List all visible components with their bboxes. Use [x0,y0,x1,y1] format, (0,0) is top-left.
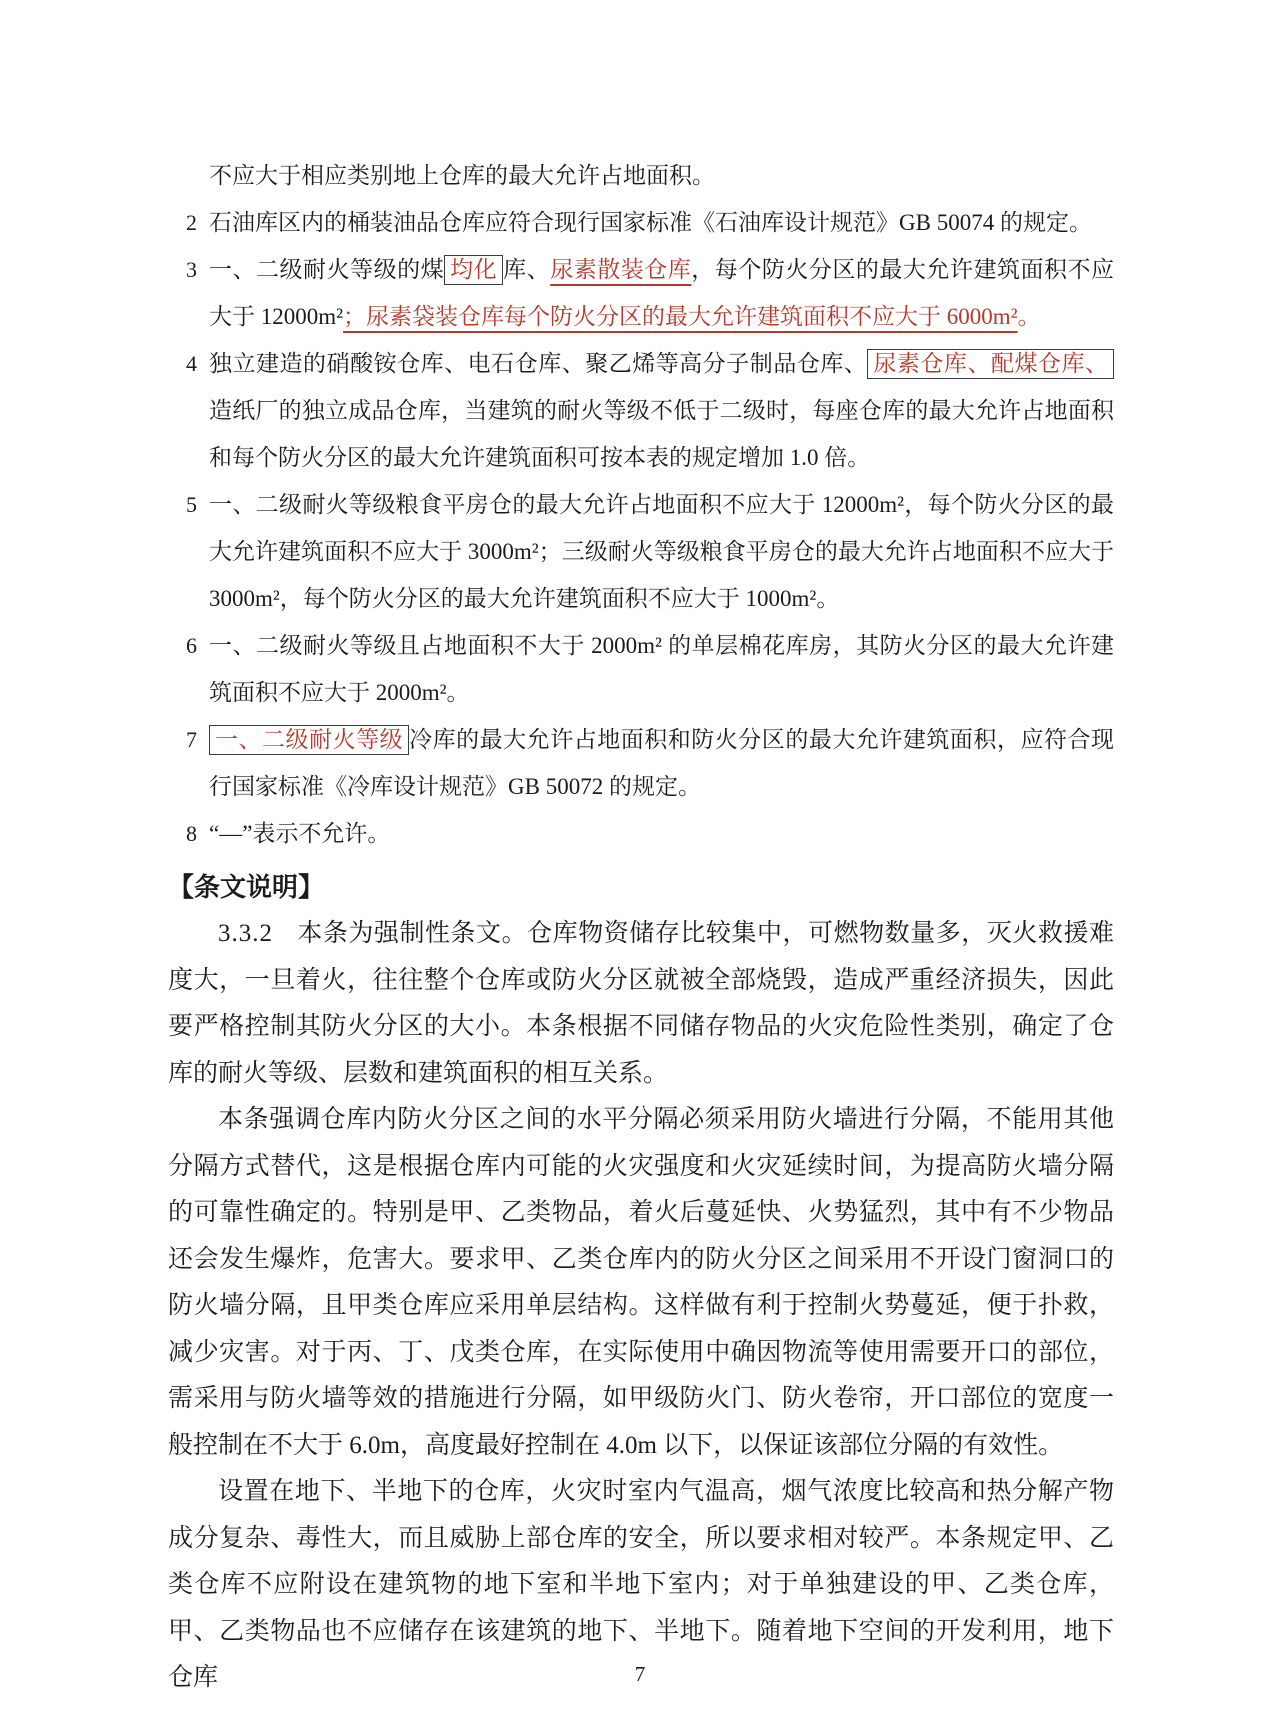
note-number: 7 [186,727,197,752]
commentary-section [168,911,1114,1702]
note-text [209,210,1092,235]
text-segment-normal: “—”表示不允许。 [209,821,391,846]
text-segment-normal: 库、 [503,257,551,282]
text-segment-normal: 不应大于相应类别地上仓库的最大允许占地面积。 [209,163,715,188]
commentary-label: 【条文说明】 [168,872,325,902]
note-number: 3 [186,257,197,282]
text-segment-red-box: 一、二级耐火等级 [209,725,409,755]
note-text [209,349,1114,470]
page-content [168,152,1114,1702]
note-number: 8 [186,821,197,846]
note-text [209,255,1114,329]
paragraph-text: 本条强调仓库内防火分区之间的水平分隔必须采用防火墙进行分隔，不能用其他分隔方式替代，这是根据仓库内可能的火灾强度和火灾延续时间，为提高防火墙分隔的可靠性确定的。特别是甲、乙类物品，着火后蔓延快、火势猛烈，其中有不少物品还会发生爆炸，危害大。要求甲、乙类仓库内的防火分区之间采用不开设门窗洞口的防火墙分隔，且甲类仓库应采用单层结构。这样做有利于控制火势蔓延，便于扑救，减少灾害。对于丙、丁、戊类仓库，在实际使用中确因物流等使用需要开口的部位，需采用与防火墙等效的措施进行分隔，如甲级防火门、防火卷帘，开口部位的宽度一般控制在不大于 6.0m，高度最好控制在 4.0m 以下，以保证该部位分隔的有效性。 [168,1106,1114,1459]
note-item-4 [168,340,1114,481]
note-item-2 [168,199,1114,246]
note-number: 4 [186,351,197,376]
text-segment-red-box: 尿素仓库、配煤仓库、 [867,349,1114,379]
text-segment-normal: 独立建造的硝酸铵仓库、电石仓库、聚乙烯等高分子制品仓库、 [209,351,868,376]
text-segment-red: 。 [1017,304,1041,329]
paragraph-text: 本条为强制性条文。仓库物资储存比较集中，可燃物数量多，灭火救援难度大，一旦着火，往往整个仓库或防火分区就被全部烧毁，造成严重经济损失，因此要严格控制其防火分区的大小。本条根据不同储存物品的火灾危险性类别，确定了仓库的耐火等级、层数和建筑面积的相互关系。 [168,920,1114,1087]
text-segment-red-underline: ；尿素袋装仓库每个防火分区的最大允许建筑面积不应大于 6000m² [343,304,1018,329]
note-continuation-line [168,152,1114,199]
text-segment-red-underline: 尿素散装仓库 [550,257,692,282]
note-item-8 [168,810,1114,857]
text-segment-normal: ，每个防火分区的最大允许建筑面积不应大于 12000m² [209,257,1115,329]
page-number: 7 [634,1662,646,1686]
paragraph-text: 设置在地下、半地下的仓库，火灾时室内气温高，烟气浓度比较高和热分解产物成分复杂、毒性大，而且威胁上部仓库的安全，所以要求相对较严。本条规定甲、乙类仓库不应附设在建筑物的地下室和半地下室内；对于单独建设的甲、乙类仓库，甲、乙类物品也不应储存在该建筑的地下、半地下。随着地下空间的开发利用，地下仓库 [168,1478,1114,1691]
text-segment-normal: 一、二级耐火等级且占地面积不大于 2000m² 的单层棉花库房，其防火分区的最大允许建筑面积不应大于 2000m²。 [209,633,1114,705]
text-segment-normal: 石油库区内的桶装油品仓库应符合现行国家标准《石油库设计规范》GB 50074 的规定。 [209,210,1092,235]
note-text [209,821,390,846]
commentary-paragraph-2 [168,1097,1114,1469]
note-number: 5 [186,492,197,517]
note-text [209,492,1114,611]
text-segment-normal: 一、二级耐火等级的煤 [209,257,445,282]
note-item-3 [168,246,1114,340]
note-text [209,633,1114,705]
note-item-7 [168,716,1114,810]
note-text [209,163,715,188]
note-text [209,725,1114,799]
note-item-6 [168,622,1114,716]
clause-number: 3.3.2 [218,920,273,947]
note-number: 2 [186,210,197,235]
commentary-paragraph-1 [168,911,1114,1097]
note-item-5 [168,481,1114,622]
notes-section [168,152,1114,857]
note-number: 6 [186,633,197,658]
text-segment-normal: 冷库的最大允许占地面积和防火分区的最大允许建筑面积，应符合现行国家标准《冷库设计规范》GB 50072 的规定。 [209,727,1115,799]
text-segment-normal: 造纸厂的独立成品仓库，当建筑的耐火等级不低于二级时，每座仓库的最大允许占地面积和每个防火分区的最大允许建筑面积可按本表的规定增加 1.0 倍。 [209,398,1114,470]
text-segment-red-box: 均化 [444,255,503,285]
text-segment-normal: 一、二级耐火等级粮食平房仓的最大允许占地面积不应大于 12000m²，每个防火分区的最大允许建筑面积不应大于 3000m²；三级耐火等级粮食平房仓的最大允许占地面积不应大于 3000m²，每个防火分区的最大允许建筑面积不应大于 1000m²。 [209,492,1114,611]
